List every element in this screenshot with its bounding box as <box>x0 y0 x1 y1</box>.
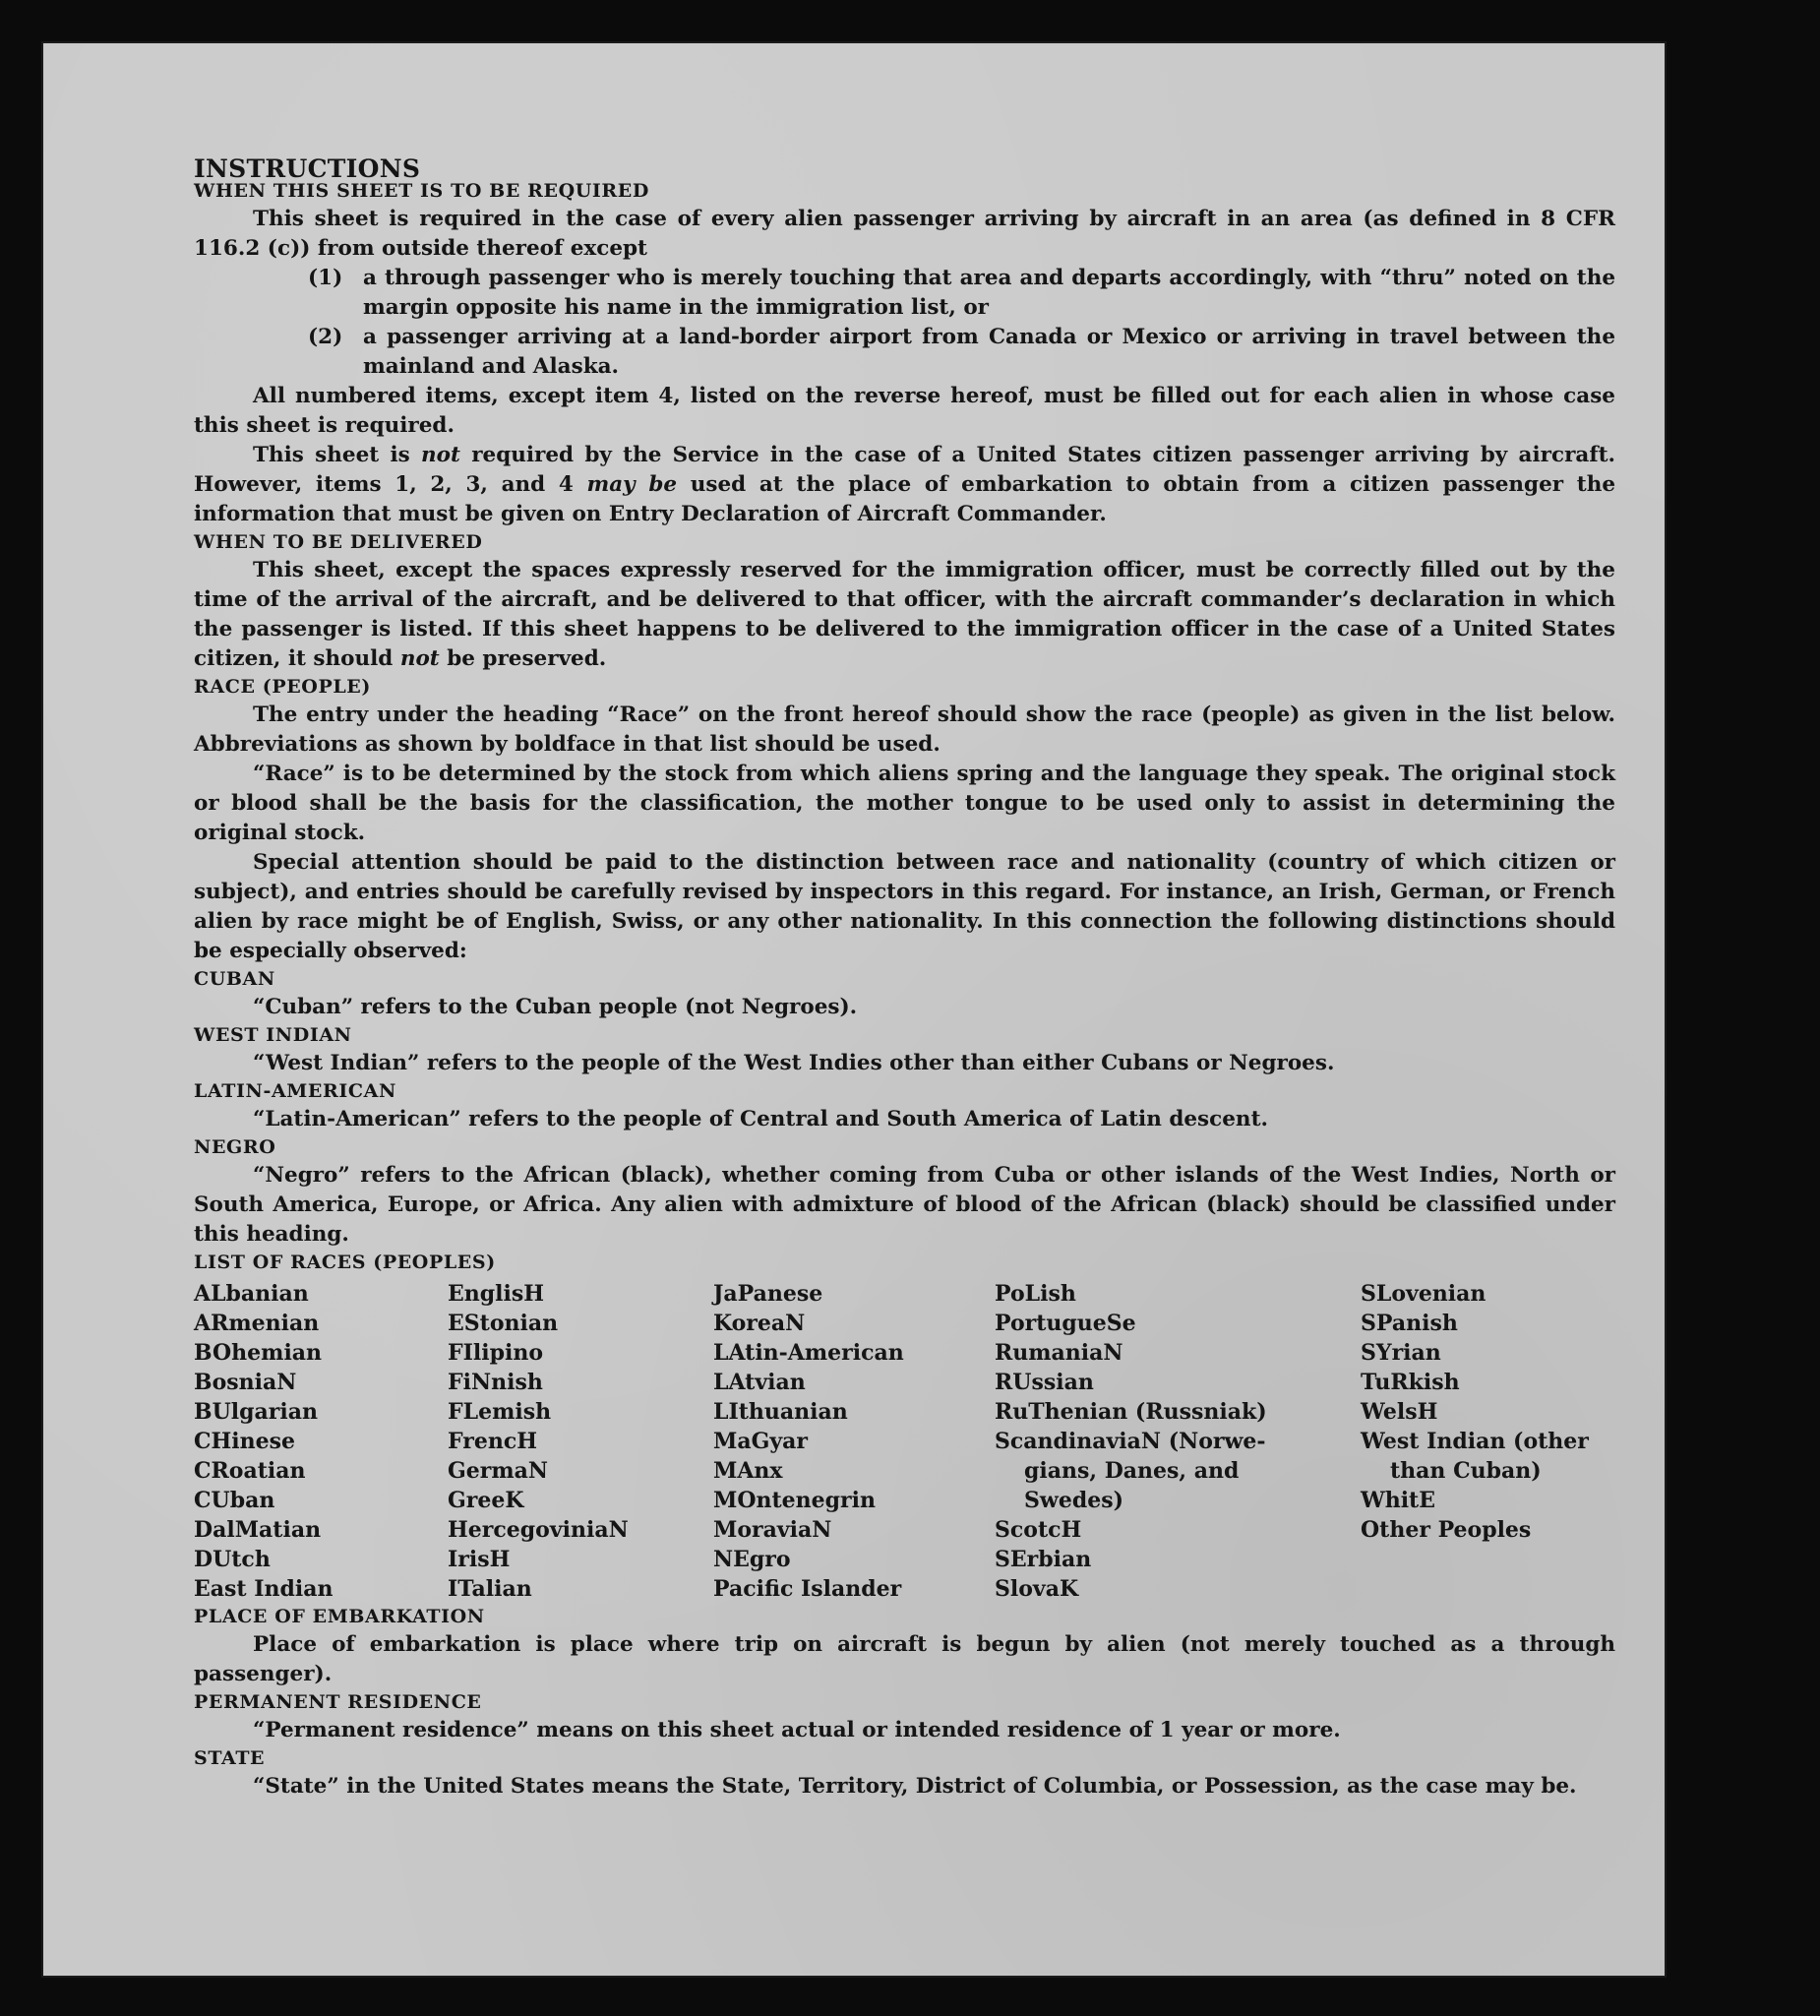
race-paragraph-1: The entry under the heading “Race” on the front hereof should show the race (people) as given in the list below. Abbreviations as shown by boldface in that list should be used. <box>194 703 1615 757</box>
race-item: EnglisH <box>448 1281 545 1307</box>
negro-text: “Negro” refers to the African (black), whether coming from Cuba or other islands of the West Indies, North or South America, Europe, or Africa. Any alien with admixture of blood of the African (black) should be classified under this heading. <box>194 1163 1615 1247</box>
race-item: GermaN <box>448 1458 549 1484</box>
race-item: SLovenian <box>1361 1281 1486 1307</box>
race-item: CRoatian <box>194 1458 306 1484</box>
race-item: MaGyar <box>713 1429 809 1454</box>
race-item: DalMatian <box>194 1517 322 1543</box>
race-item: HercegoviniaN <box>448 1517 629 1543</box>
race-item: IrisH <box>448 1547 511 1572</box>
race-item-continuation: than Cuban) <box>1390 1458 1542 1484</box>
race-item: FiNnish <box>448 1370 543 1395</box>
cuban-text: “Cuban” refers to the Cuban people (not Negroes). <box>253 995 858 1019</box>
latin-american-text: “Latin-American” refers to the people of Central and South America of Latin descent. <box>253 1107 1268 1131</box>
race-item: GreeK <box>448 1488 524 1513</box>
race-item: ScandinaviaN (Norwe- <box>995 1429 1266 1454</box>
race-item-continuation: gians, Danes, and <box>1024 1458 1240 1484</box>
delivered-paragraph: This sheet, except the spaces expressly reserved for the immigration officer, must be correctly filled out by the time of the arrival of the aircraft, and be delivered to that officer, with the aircraft commander’s declaration in which the passenger is listed. If this sheet happens to be delivered to the immigration officer in the case of a United States citizen, it should not be preserved. <box>194 558 1615 671</box>
race-column-1 <box>194 1279 448 1604</box>
heading-west-indian: WEST INDIAN <box>194 1024 352 1046</box>
document-page <box>41 41 1667 1978</box>
exception-item-2-number: (2) <box>308 325 343 349</box>
required-paragraph-1: This sheet is required in the case of every alien passenger arriving by aircraft in an area (as defined in 8 CFR 116.2 (c)) from outside thereof except <box>194 207 1615 261</box>
race-item: Pacific Islander <box>713 1576 902 1602</box>
race-item: BUlgarian <box>194 1399 318 1425</box>
race-column-2 <box>448 1279 713 1604</box>
race-item: Other Peoples <box>1361 1517 1532 1543</box>
race-item: MOntenegrin <box>713 1488 876 1513</box>
race-item: FLemish <box>448 1399 552 1425</box>
race-item: RUssian <box>995 1370 1094 1395</box>
exception-item-1 <box>194 264 1615 323</box>
race-paragraph-3: Special attention should be paid to the distinction between race and nationality (country of which citizen or subject), and entries should be carefully revised by inspectors in this regard. For instance, an Irish, German, or French alien by race might be of English, Swiss, or any other nationality. In this connection the following distinctions should be especially observed: <box>194 850 1615 963</box>
race-item: SPanish <box>1361 1311 1458 1336</box>
heading-race: RACE (PEOPLE) <box>194 676 371 698</box>
race-item: SYrian <box>1361 1340 1441 1366</box>
page-title: INSTRUCTIONS <box>194 154 421 183</box>
race-item: ALbanian <box>194 1281 309 1307</box>
exception-item-1-text: a through passenger who is merely touching that area and departs accordingly, with “thru” noted on the margin opposite his name in the immigration list, or <box>363 266 1615 320</box>
state-text: “State” in the United States means the State, Territory, District of Columbia, or Possession, as the case may be. <box>253 1774 1577 1799</box>
race-item: PoLish <box>995 1281 1076 1307</box>
race-paragraph-2: “Race” is to be determined by the stock from which aliens spring and the language they speak. The original stock or blood shall be the basis for the classification, the mother tongue to be used only to assist in determining the original stock. <box>194 762 1615 845</box>
heading-state: STATE <box>194 1747 266 1769</box>
race-item: BOhemian <box>194 1340 323 1366</box>
race-item: LAtin-American <box>713 1340 904 1366</box>
heading-negro: NEGRO <box>194 1136 276 1158</box>
race-item: MAnx <box>713 1458 783 1484</box>
race-item: ScotcH <box>995 1517 1082 1543</box>
race-item: SlovaK <box>995 1576 1079 1602</box>
race-item: RumaniaN <box>995 1340 1123 1366</box>
race-column-3 <box>713 1279 995 1604</box>
heading-when-delivered: WHEN TO BE DELIVERED <box>194 531 483 553</box>
required-paragraph-3: This sheet is not required by the Service in the case of a United States citizen passenger arriving by aircraft. However, items 1, 2, 3, and 4 may be used at the place of embarkation to obtain from a citizen passenger the information that must be given on Entry Declaration of Aircraft Commander. <box>194 443 1616 526</box>
race-item: PortugueSe <box>995 1311 1136 1336</box>
instructions-body <box>194 154 1615 1802</box>
race-item: West Indian (other <box>1361 1429 1589 1454</box>
race-item: LIthuanian <box>713 1399 848 1425</box>
race-list <box>194 1279 1615 1604</box>
race-item: TuRkish <box>1361 1370 1460 1395</box>
race-item: KoreaN <box>713 1311 806 1336</box>
race-item: ITalian <box>448 1576 532 1602</box>
race-item: East Indian <box>194 1576 334 1602</box>
race-column-4 <box>995 1279 1361 1604</box>
heading-list-of-races: LIST OF RACES (PEOPLES) <box>194 1252 496 1273</box>
race-item: FIlipino <box>448 1340 544 1366</box>
required-paragraph-2: All numbered items, except item 4, listed on the reverse hereof, must be filled out for each alien in whose case this sheet is required. <box>194 384 1615 438</box>
exception-item-2-text: a passenger arriving at a land-border airport from Canada or Mexico or arriving in travel between the mainland and Alaska. <box>363 325 1615 379</box>
exception-item-1-number: (1) <box>308 266 343 290</box>
heading-cuban: CUBAN <box>194 968 275 990</box>
race-item: RuThenian (Russniak) <box>995 1399 1267 1425</box>
race-item: ARmenian <box>194 1311 320 1336</box>
race-item: CUban <box>194 1488 275 1513</box>
race-item: SErbian <box>995 1547 1092 1572</box>
race-item: FrencH <box>448 1429 537 1454</box>
race-column-5 <box>1361 1279 1615 1604</box>
race-item: NEgro <box>713 1547 791 1572</box>
race-item: BosniaN <box>194 1370 297 1395</box>
heading-latin-american: LATIN-AMERICAN <box>194 1080 396 1102</box>
race-item: MoraviaN <box>713 1517 832 1543</box>
race-item: EStonian <box>448 1311 559 1336</box>
exception-item-2 <box>194 323 1615 382</box>
race-item: JaPanese <box>713 1281 823 1307</box>
embarkation-text: Place of embarkation is place where trip on aircraft is begun by alien (not merely touched as a through passenger). <box>194 1632 1615 1686</box>
heading-place-of-embarkation: PLACE OF EMBARKATION <box>194 1606 485 1627</box>
race-item-continuation: Swedes) <box>1024 1488 1123 1513</box>
heading-permanent-residence: PERMANENT RESIDENCE <box>194 1691 482 1713</box>
race-item: WelsH <box>1361 1399 1438 1425</box>
race-item: DUtch <box>194 1547 271 1572</box>
race-item: CHinese <box>194 1429 296 1454</box>
heading-when-required: WHEN THIS SHEET IS TO BE REQUIRED <box>194 180 649 202</box>
permanent-residence-text: “Permanent residence” means on this sheet actual or intended residence of 1 year or more. <box>253 1718 1341 1742</box>
race-item: WhitE <box>1361 1488 1435 1513</box>
west-indian-text: “West Indian” refers to the people of the West Indies other than either Cubans or Negroes. <box>253 1051 1335 1075</box>
race-item: LAtvian <box>713 1370 806 1395</box>
